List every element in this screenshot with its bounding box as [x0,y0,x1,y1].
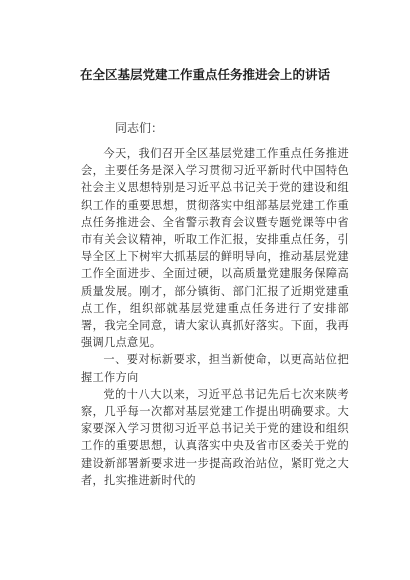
document-title: 在全区基层党建工作重点任务推进会上的讲话 [79,67,330,82]
document-body [81,145,349,489]
section-heading-1: 一、要对标新要求，担当新使命，以更高站位把握工作方向 [81,353,349,384]
paragraph-section-1: 党的十八大以来，习近平总书记先后七次来陕考察，几乎每一次都对基层党建工作提出明确要求。大家要深入学习贯彻习近平总书记关于党的建设和组织工作的重要思想，认真落实中央及省市区委关于党的建设新部署新要求进一步提高政治站位，紧盯党之大者，扎实推进新时代的 [81,387,349,487]
paragraph-opening: 今天，我们召开全区基层党建工作重点任务推进会，主要任务是深入学习贯彻习近平新时代中国特色社会主义思想特别是习近平总书记关于党的建设和组织工作的重要思想，贯彻落实中组部基层党建工作重点任务推进会、全省警示教育会议暨专题党课等中省市有关会议精神，听取工作汇报，安排重点任务，引导全区上下树牢大抓基层的鲜明导向，推动基层党建工作全面进步、全面过硬，以高质量党建服务保障高质量发展。刚才，部分镇街、部门汇报了近期党建重点工作，组织部就基层党建重点任务进行了安排部署，我完全同意，请大家认真抓好落实。下面，我再强调几点意见。 [81,147,349,350]
salutation: 同志们： [115,121,164,135]
